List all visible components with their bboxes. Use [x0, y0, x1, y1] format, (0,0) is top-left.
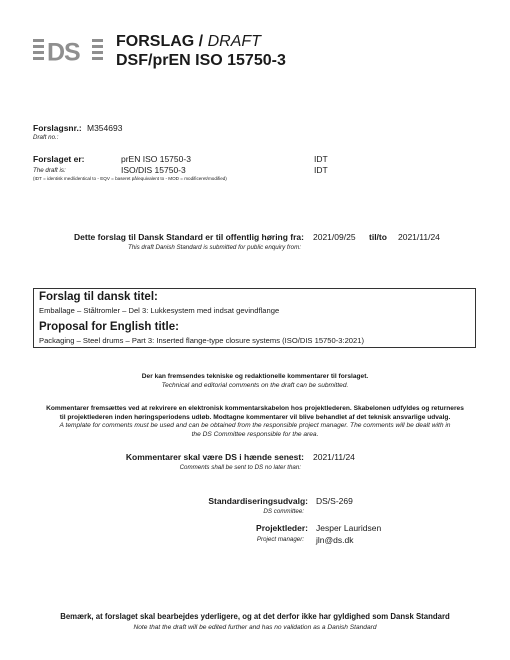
deadline-label: Kommentarer skal være DS i hænde senest:	[125, 452, 304, 462]
comments-paragraph-2: til projektlederen inden høringsperiodens udløb. Modtagne kommentarer vil blive behandlet af det teknisk ansvarlige udvalg.	[59, 414, 451, 421]
draft-label: DRAFT	[207, 33, 261, 50]
comments-line: Der kan fremsendes tekniske og redaktionelle kommentarer til forslaget.	[141, 373, 369, 380]
comments-line-en: Technical and editorial comments on the draft can be submitted.	[161, 382, 349, 389]
titles-box	[33, 288, 476, 348]
proposal-is-label-en: The draft is:	[33, 167, 66, 174]
proposal-no-label: Forslagsnr.:	[33, 123, 82, 133]
comments-paragraph-2-en: the DS Committee responsible for the area.	[191, 431, 319, 438]
enquiry-to-label: til/to	[369, 232, 387, 242]
committee-label-en: DS committee:	[263, 508, 304, 515]
english-title-heading: Proposal for English title:	[39, 321, 179, 333]
document-type	[116, 33, 261, 51]
enquiry-from: 2021/09/25	[313, 232, 356, 242]
english-title: Packaging – Steel drums – Part 3: Inserted flange-type closure systems (ISO/DIS 15750-3:2021)	[39, 336, 365, 345]
logo-text: DS	[47, 38, 80, 65]
enquiry-label-en: This draft Danish Standard is submitted for public enquiry from:	[128, 244, 301, 251]
comments-paragraph-1: Kommentarer fremsættes ved at rekvirere en elektronisk kommentarskabelon hos projektlederen. Skabelonen udfyldes og returneres	[46, 405, 464, 412]
proposal-no-label-en: Draft no.:	[33, 134, 59, 141]
manager-name: Jesper Lauridsen	[316, 523, 382, 533]
footer-note-en: Note that the draft will be edited further and has no validation as a Danish Standard	[133, 624, 377, 631]
committee-label: Standardiseringsudvalg:	[208, 496, 308, 506]
degree-legend: (IDT = identisk med/identical to - EQV = baseret på/equivalent to - MOD = modificeret/modified)	[33, 176, 227, 181]
enquiry-label: Dette forslag til Dansk Standard er til offentlig høring fra:	[74, 232, 304, 242]
manager-label: Projektleder:	[256, 523, 308, 533]
manager-label-en: Project manager:	[256, 536, 304, 543]
document-designation: DSF/prEN ISO 15750-3	[116, 52, 286, 69]
forslag-label: FORSLAG	[116, 33, 195, 50]
enquiry-to: 2021/11/24	[398, 232, 440, 242]
proposal-is-value: prEN ISO 15750-3	[121, 154, 191, 164]
proposal-is-label: Forslaget er:	[33, 154, 85, 164]
comments-paragraph-1-en: A template for comments must be used and can be obtained from the responsible project manager. The comments will be dealt with in	[59, 422, 451, 429]
proposal-no-value: M354693	[87, 123, 123, 133]
ds-logo	[33, 37, 109, 65]
footer-note: Bemærk, at forslaget skal bearbejdes yderligere, og at det derfor ikke har gyldighed som Dansk Standard	[60, 612, 450, 621]
committee-value: DS/S-269	[316, 496, 353, 506]
proposal-is-degree-en: IDT	[314, 165, 328, 175]
proposal-is-value-en: ISO/DIS 15750-3	[121, 165, 186, 175]
danish-title: Emballage – Ståltromler – Del 3: Lukkesystem med indsat gevindflange	[39, 306, 280, 315]
deadline-label-en: Comments shall be sent to DS no later than:	[179, 464, 301, 471]
title-slash: /	[198, 33, 204, 50]
proposal-is-degree: IDT	[314, 154, 328, 164]
manager-email[interactable]: jln@ds.dk	[316, 535, 354, 545]
deadline-value: 2021/11/24	[313, 452, 355, 462]
danish-title-heading: Forslag til dansk titel:	[39, 291, 158, 303]
